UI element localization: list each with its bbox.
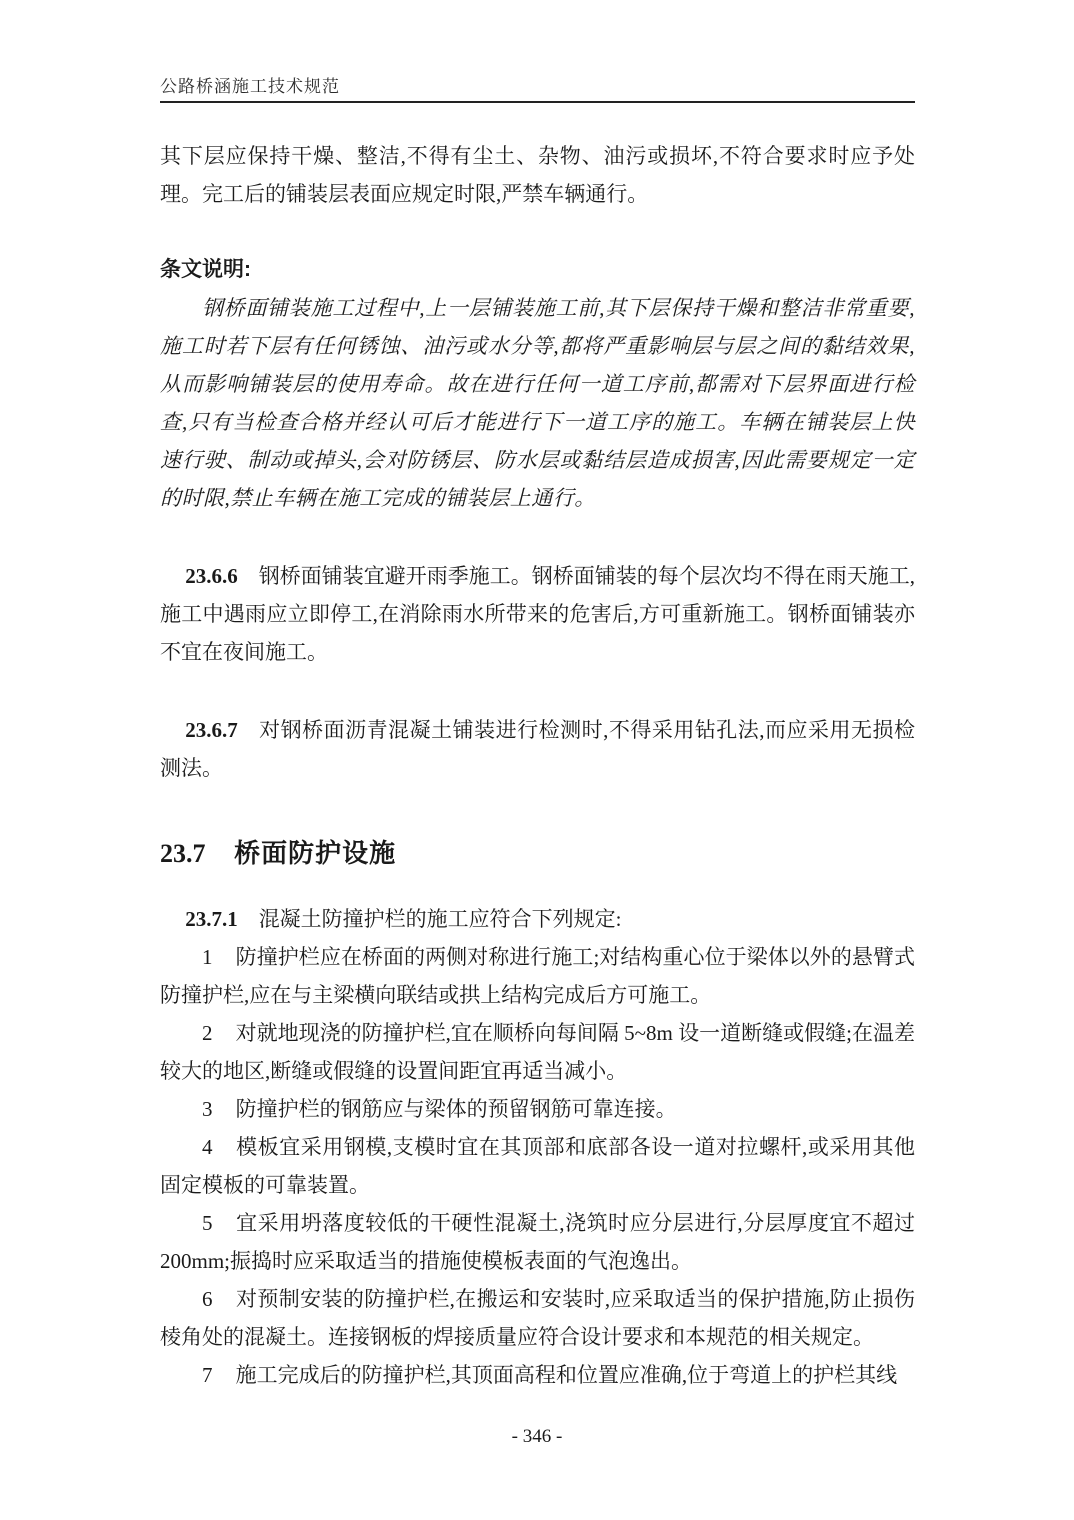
list-item-4 bbox=[160, 1128, 915, 1204]
commentary-paragraph: 钢桥面铺装施工过程中,上一层铺装施工前,其下层保持干燥和整洁非常重要,施工时若下层有任何锈蚀、油污或水分等,都将严重影响层与层之间的黏结效果,从而影响铺装层的使用寿命。故在进行任何一道工序前,都需对下层界面进行检查,只有当检查合格并经认可后才能进行下一道工序的施工。车辆在铺装层上快速行驶、制动或掉头,会对防锈层、防水层或黏结层造成损害,因此需要规定一定的时限,禁止车辆在施工完成的铺装层上通行。 bbox=[160, 296, 915, 510]
item-number: 3 bbox=[202, 1097, 213, 1121]
header-title: 公路桥涵施工技术规范 bbox=[160, 77, 340, 96]
item-text: 对就地现浇的防撞护栏,宜在顺桥向每间隔 5~8m 设一道断缝或假缝;在温差较大的地区,断缝或假缝的设置间距宜再适当减小。 bbox=[160, 1021, 915, 1083]
page-header bbox=[160, 76, 915, 103]
item-text: 防撞护栏应在桥面的两侧对称进行施工;对结构重心位于梁体以外的悬臂式防撞护栏,应在与主梁横向联结或拱上结构完成后方可施工。 bbox=[160, 945, 915, 1007]
page-number: - 346 - bbox=[511, 1426, 563, 1447]
item-text: 防撞护栏的钢筋应与梁体的预留钢筋可靠连接。 bbox=[235, 1097, 677, 1121]
list-item-3 bbox=[160, 1090, 915, 1128]
list-item-5 bbox=[160, 1204, 915, 1280]
item-text: 宜采用坍落度较低的干硬性混凝土,浇筑时应分层进行,分层厚度宜不超过200mm;振捣时应采取适当的措施使模板表面的气泡逸出。 bbox=[160, 1211, 915, 1273]
item-text: 施工完成后的防撞护栏,其顶面高程和位置应准确,位于弯道上的护栏其线 bbox=[235, 1363, 898, 1387]
clause-23-6-7 bbox=[160, 711, 915, 787]
item-number: 5 bbox=[202, 1211, 213, 1235]
list-item-1 bbox=[160, 938, 915, 1014]
list-item-6 bbox=[160, 1280, 915, 1356]
item-number: 4 bbox=[202, 1135, 213, 1159]
item-text: 模板宜采用钢模,支模时宜在其顶部和底部各设一道对拉螺杆,或采用其他固定模板的可靠装置。 bbox=[160, 1135, 915, 1197]
section-title: 桥面防护设施 bbox=[234, 838, 397, 868]
item-number: 7 bbox=[202, 1363, 213, 1387]
clause-text: 对钢桥面沥青混凝土铺装进行检测时,不得采用钻孔法,而应采用无损检测法。 bbox=[160, 718, 915, 780]
item-number: 1 bbox=[202, 945, 213, 969]
item-number: 2 bbox=[202, 1021, 213, 1045]
list-item-7 bbox=[160, 1356, 915, 1394]
section-heading-23-7 bbox=[160, 837, 915, 870]
item-number: 6 bbox=[202, 1287, 213, 1311]
section-number: 23.7 bbox=[160, 839, 206, 868]
list-item-2 bbox=[160, 1014, 915, 1090]
clause-text: 混凝土防撞护栏的施工应符合下列规定: bbox=[258, 907, 622, 931]
commentary-heading: 条文说明: bbox=[160, 258, 251, 281]
intro-paragraph: 其下层应保持干燥、整洁,不得有尘土、杂物、油污或损坏,不符合要求时应予处理。完工后的铺装层表面应规定时限,严禁车辆通行。 bbox=[160, 144, 915, 206]
clause-23-6-6 bbox=[160, 557, 915, 671]
clause-23-7-1 bbox=[160, 900, 915, 938]
page-body bbox=[160, 137, 915, 1394]
clause-number: 23.6.7 bbox=[185, 718, 238, 742]
clause-text: 钢桥面铺装宜避开雨季施工。钢桥面铺装的每个层次均不得在雨天施工,施工中遇雨应立即停工,在消除雨水所带来的危害后,方可重新施工。钢桥面铺装亦不宜在夜间施工。 bbox=[160, 564, 915, 664]
clause-number: 23.6.6 bbox=[185, 564, 238, 588]
item-text: 对预制安装的防撞护栏,在搬运和安装时,应采取适当的保护措施,防止损伤棱角处的混凝土。连接钢板的焊接质量应符合设计要求和本规范的相关规定。 bbox=[160, 1287, 915, 1349]
clause-number: 23.7.1 bbox=[185, 907, 238, 931]
